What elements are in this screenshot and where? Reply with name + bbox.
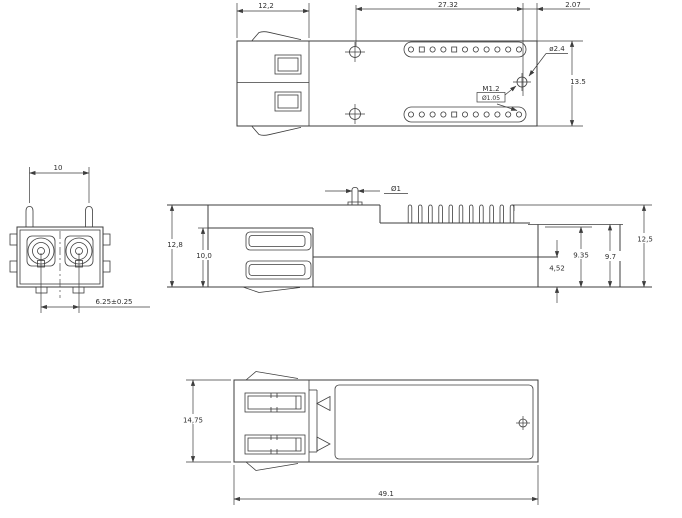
dim-label-rear-height: 12,5 [637, 235, 653, 244]
dim-front-width [237, 2, 309, 38]
port-opening-top [245, 393, 305, 412]
dim-label-edge-offset: 2.07 [565, 1, 581, 9]
dim-edge-offset [523, 1, 590, 41]
dim-pin-dia [325, 185, 408, 194]
dim-hole-span [356, 1, 523, 96]
dim-label-front-width: 12,2 [258, 2, 274, 10]
tapped-hole [513, 73, 531, 91]
top-latch-wedge [252, 32, 301, 41]
callout-hole-dia [529, 45, 568, 76]
dim-label-top-height: 13.5 [570, 78, 586, 86]
dim-body-height [191, 228, 216, 287]
dim-post-spacing [30, 164, 90, 203]
dim-label-tail-inner-height: 9.35 [573, 251, 589, 260]
dim-label-port-pitch: 6.25±0.25 [95, 298, 133, 306]
dim-label-bottom-height: 14,75 [182, 416, 204, 425]
dim-rear-height [632, 205, 658, 287]
dim-label-bottom-length: 49.1 [378, 490, 394, 498]
screw-hole [345, 104, 365, 124]
bottom-view [179, 372, 538, 506]
rx-triangle-icon [317, 397, 330, 411]
front-view [10, 164, 150, 313]
dim-tail-inner-height [568, 227, 594, 287]
tx-triangle-icon [317, 437, 330, 451]
dim-label-pin-dia: Ø1 [391, 185, 401, 193]
port-opening-bottom [245, 435, 305, 454]
bottom-view-body [234, 380, 538, 462]
dim-label-body-height: 10,0 [196, 252, 212, 260]
dim-tail-height [600, 225, 621, 288]
dim-label-hole-span: 27.32 [437, 1, 459, 9]
dim-label-tail-height: 9.7 [604, 253, 617, 261]
dim-label-thread: M1.2 [482, 85, 500, 93]
dim-label-hole-dia: ø2.4 [549, 45, 565, 53]
bottom-hole [516, 416, 530, 430]
label-recess [335, 385, 533, 459]
dim-bottom-height [179, 380, 231, 462]
connector-pins [408, 205, 514, 223]
side-latch-wedge [243, 287, 300, 293]
dim-bottom-length [234, 465, 538, 505]
dim-tail-offset [544, 240, 570, 303]
dim-front-height [162, 205, 187, 287]
port-slots [246, 232, 311, 279]
dim-port-pitch [41, 253, 150, 313]
guide-post-left [26, 207, 33, 228]
pin-hole-row-bottom [404, 107, 526, 122]
bottom-latch-wedge [252, 126, 301, 135]
screw-hole [345, 42, 365, 62]
bottom-view-wedge-bottom [246, 462, 298, 471]
top-view [237, 1, 590, 135]
guide-post-right [86, 207, 93, 228]
top-view-windows [275, 55, 301, 111]
dim-label-tail-offset: 4,52 [549, 264, 565, 273]
ground-pin [348, 188, 362, 206]
bottom-view-wedge-top [246, 372, 298, 381]
top-view-body [237, 41, 537, 126]
pin-hole-row-top [404, 42, 526, 57]
dim-label-thread-pilot: Ø1.05 [481, 95, 501, 102]
dim-label-front-height: 12,8 [167, 241, 183, 249]
side-view [162, 185, 658, 303]
dim-label-post-spacing: 10 [53, 164, 63, 172]
